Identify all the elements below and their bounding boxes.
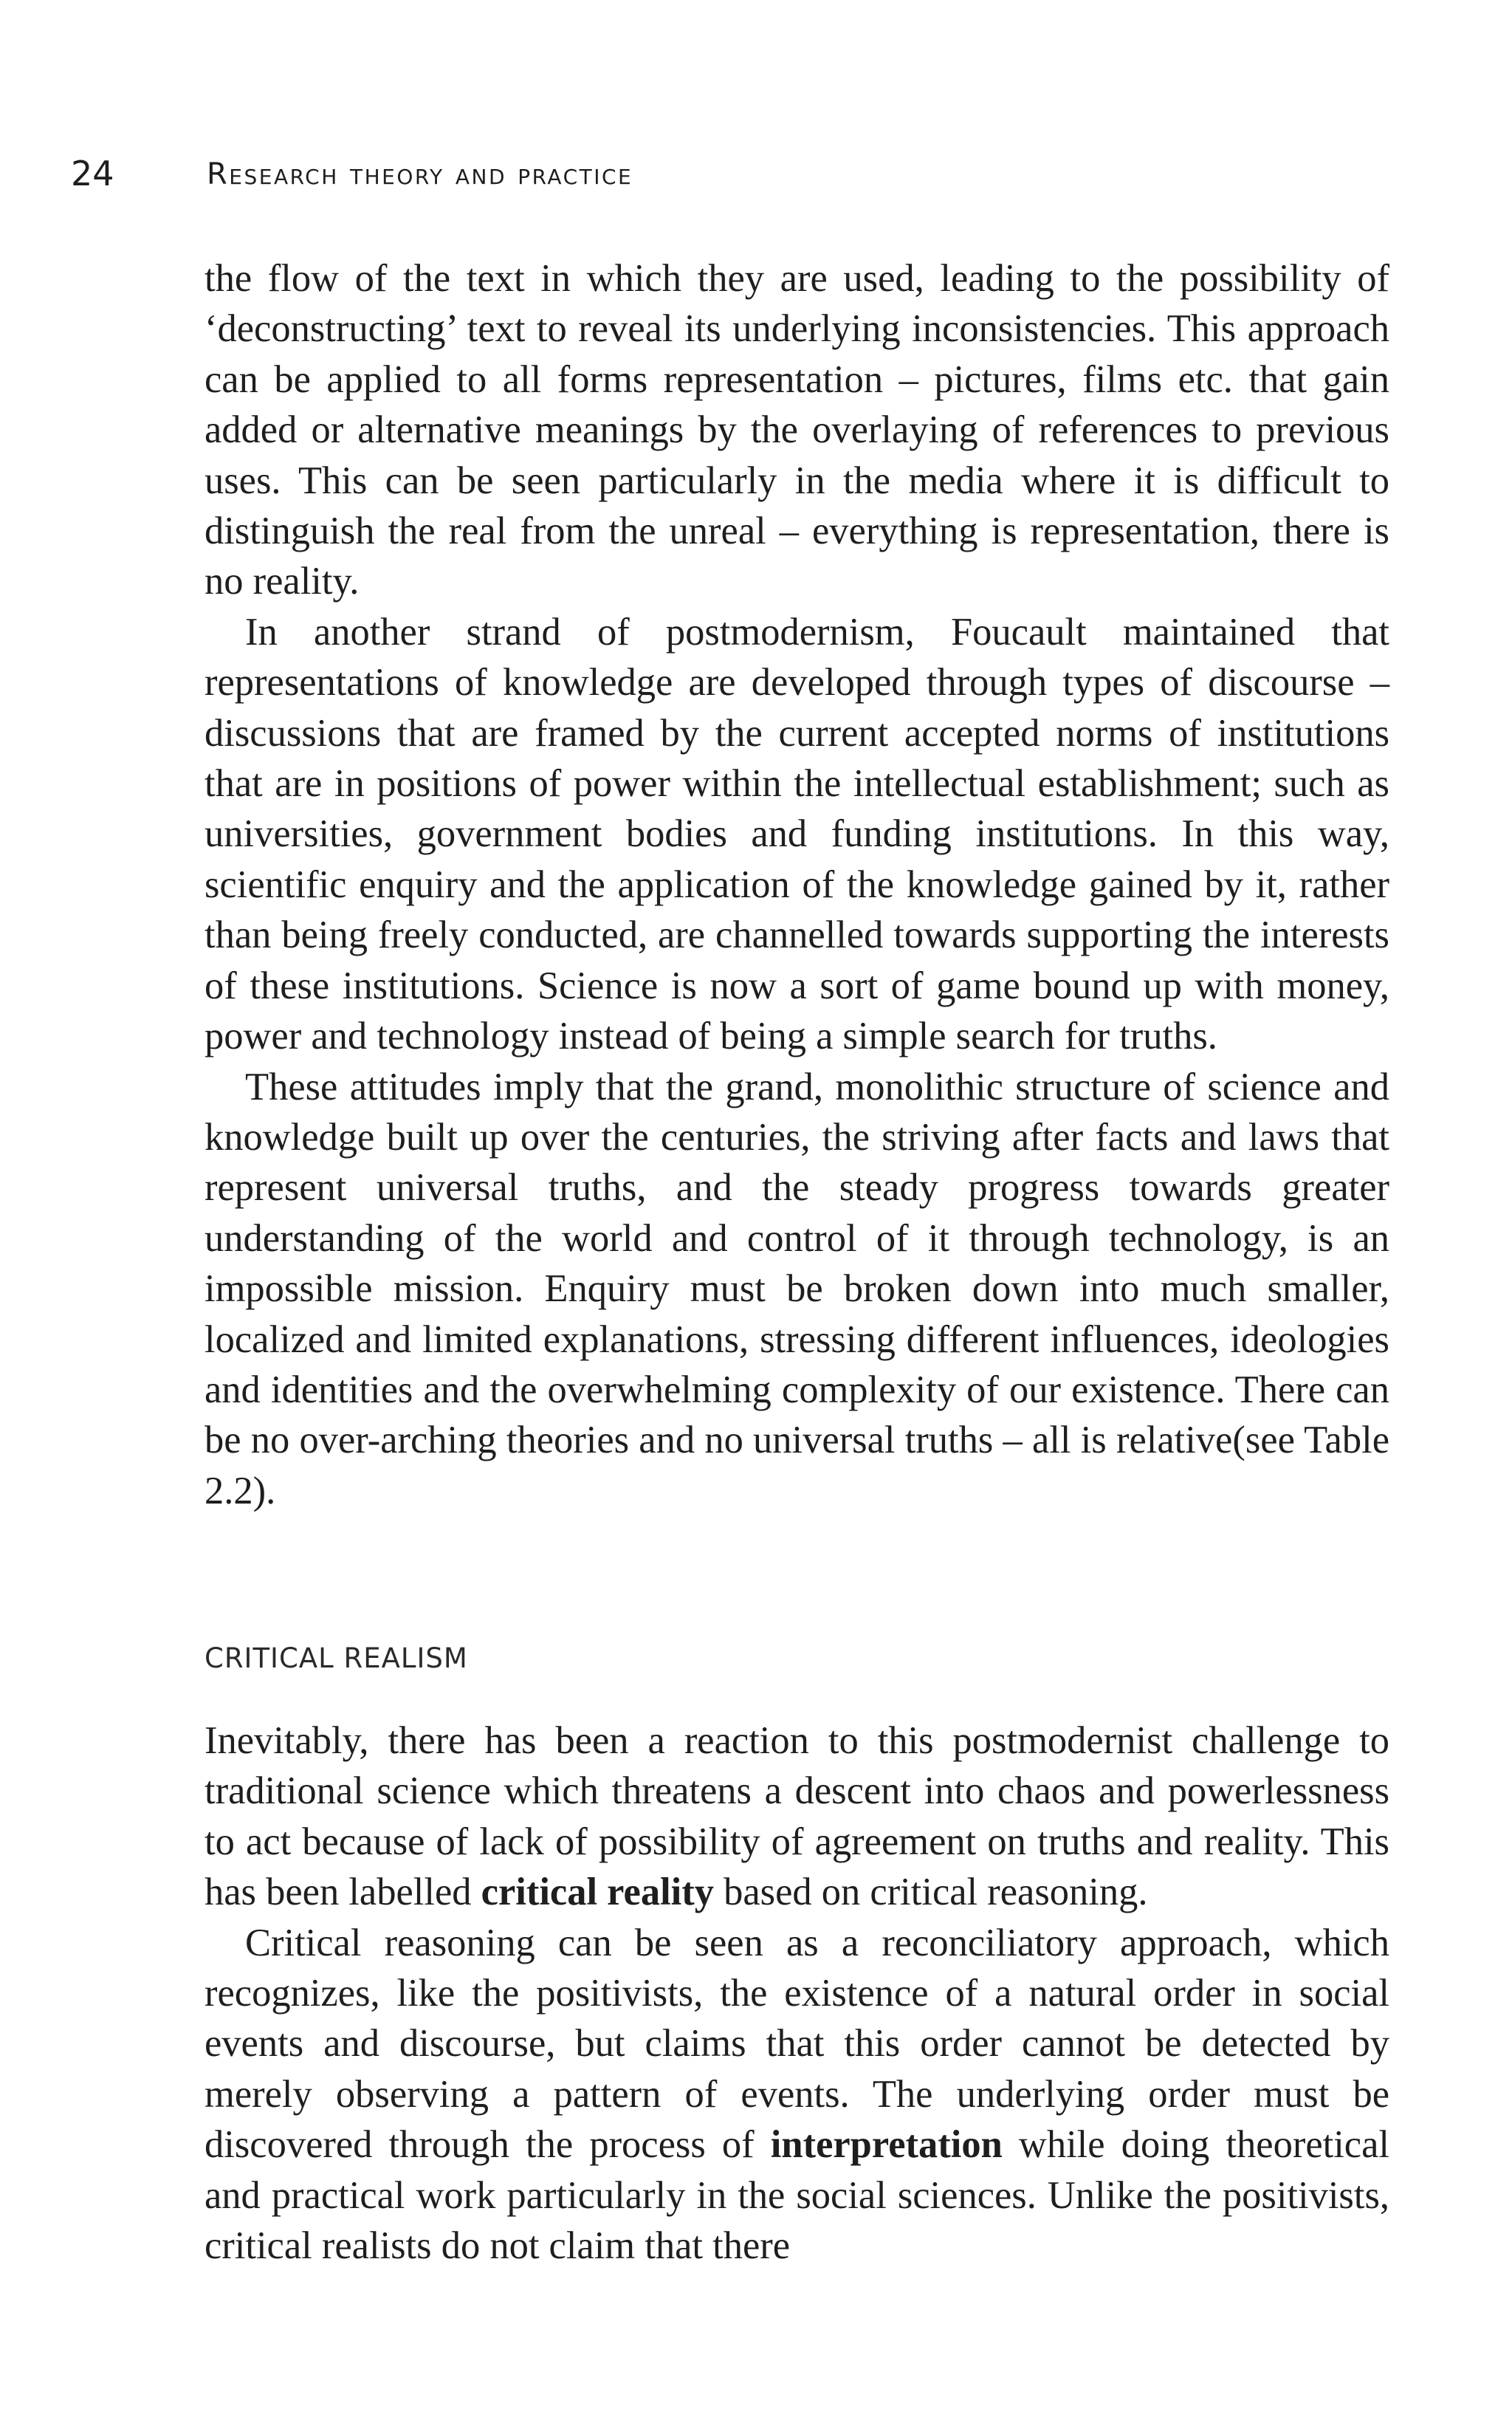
running-header [0, 151, 1512, 203]
body-text-critical-realism [205, 1715, 1389, 2271]
paragraph-continued: the flow of the text in which they are used, leading to the possibility of ‘deconstructing’ text to reveal its underlying inconsistencies. This approach can be applied to all forms representation – pictures, films etc. that gain added or alternative meanings by the overlaying of references to previous uses. This can be seen particularly in the media where it is difficult to distinguish the real from the unreal – everything is representation, there is no reality. [205, 257, 1389, 603]
bold-term-critical-reality: critical reality [481, 1871, 714, 1914]
running-title: Research theory and practice [207, 157, 633, 191]
paragraph-foucault: In another strand of postmodernism, Foucault maintained that representations of knowledge are developed through types of discourse – discussions that are framed by the current accepted norms of institutions that are in positions of power within the intellectual establishment; such as universities, government bodies and funding institutions. In this way, scientific enquiry and the application of the knowledge gained by it, rather than being freely conducted, are channelled towards supporting the interests of these institutions. Science is now a sort of game bound up with money, power and technology instead of being a simple search for truths. [205, 610, 1389, 1058]
paragraph-text: based on critical reasoning. [713, 1871, 1148, 1914]
section-heading: CRITICAL REALISM [205, 1642, 468, 1674]
paragraph-critical-reasoning [205, 1918, 1389, 2272]
paragraph-text: while doing theoretical and practical work particularly in the social sciences. Unlike the positivists, critical realists do not claim that there [205, 2123, 1389, 2268]
page-number: 24 [71, 154, 114, 193]
body-text-top [205, 253, 1389, 1516]
paragraph-text: Critical reasoning can be seen as a reconciliatory approach, which recognizes, like the positivists, the existence of a natural order in social events and discourse, but claims that this order cannot be detected by merely observing a pattern of events. The underlying order must be discovered through the process of [205, 1921, 1389, 2167]
paragraph-attitudes: These attitudes imply that the grand, monolithic structure of science and knowledge built up over the centuries, the striving after facts and laws that represent universal truths, and the steady progress towards greater understanding of the world and control of it through technology, is an impossible mission. Enquiry must be broken down into much smaller, localized and limited explanations, stressing different influences, ideologies and identities and the overwhelming complexity of our existence. There can be no over-arching theories and no universal truths – all is relative(see Table 2.2). [205, 1065, 1389, 1512]
paragraph-inevitably [205, 1715, 1389, 1918]
bold-term-interpretation: interpretation [770, 2123, 1003, 2167]
paragraph-text: Inevitably, there has been a reaction to this postmodernist challenge to traditional science which threatens a descent into chaos and powerlessness to act because of lack of possibility of agreement on truths and reality. This has been labelled [205, 1719, 1389, 1914]
